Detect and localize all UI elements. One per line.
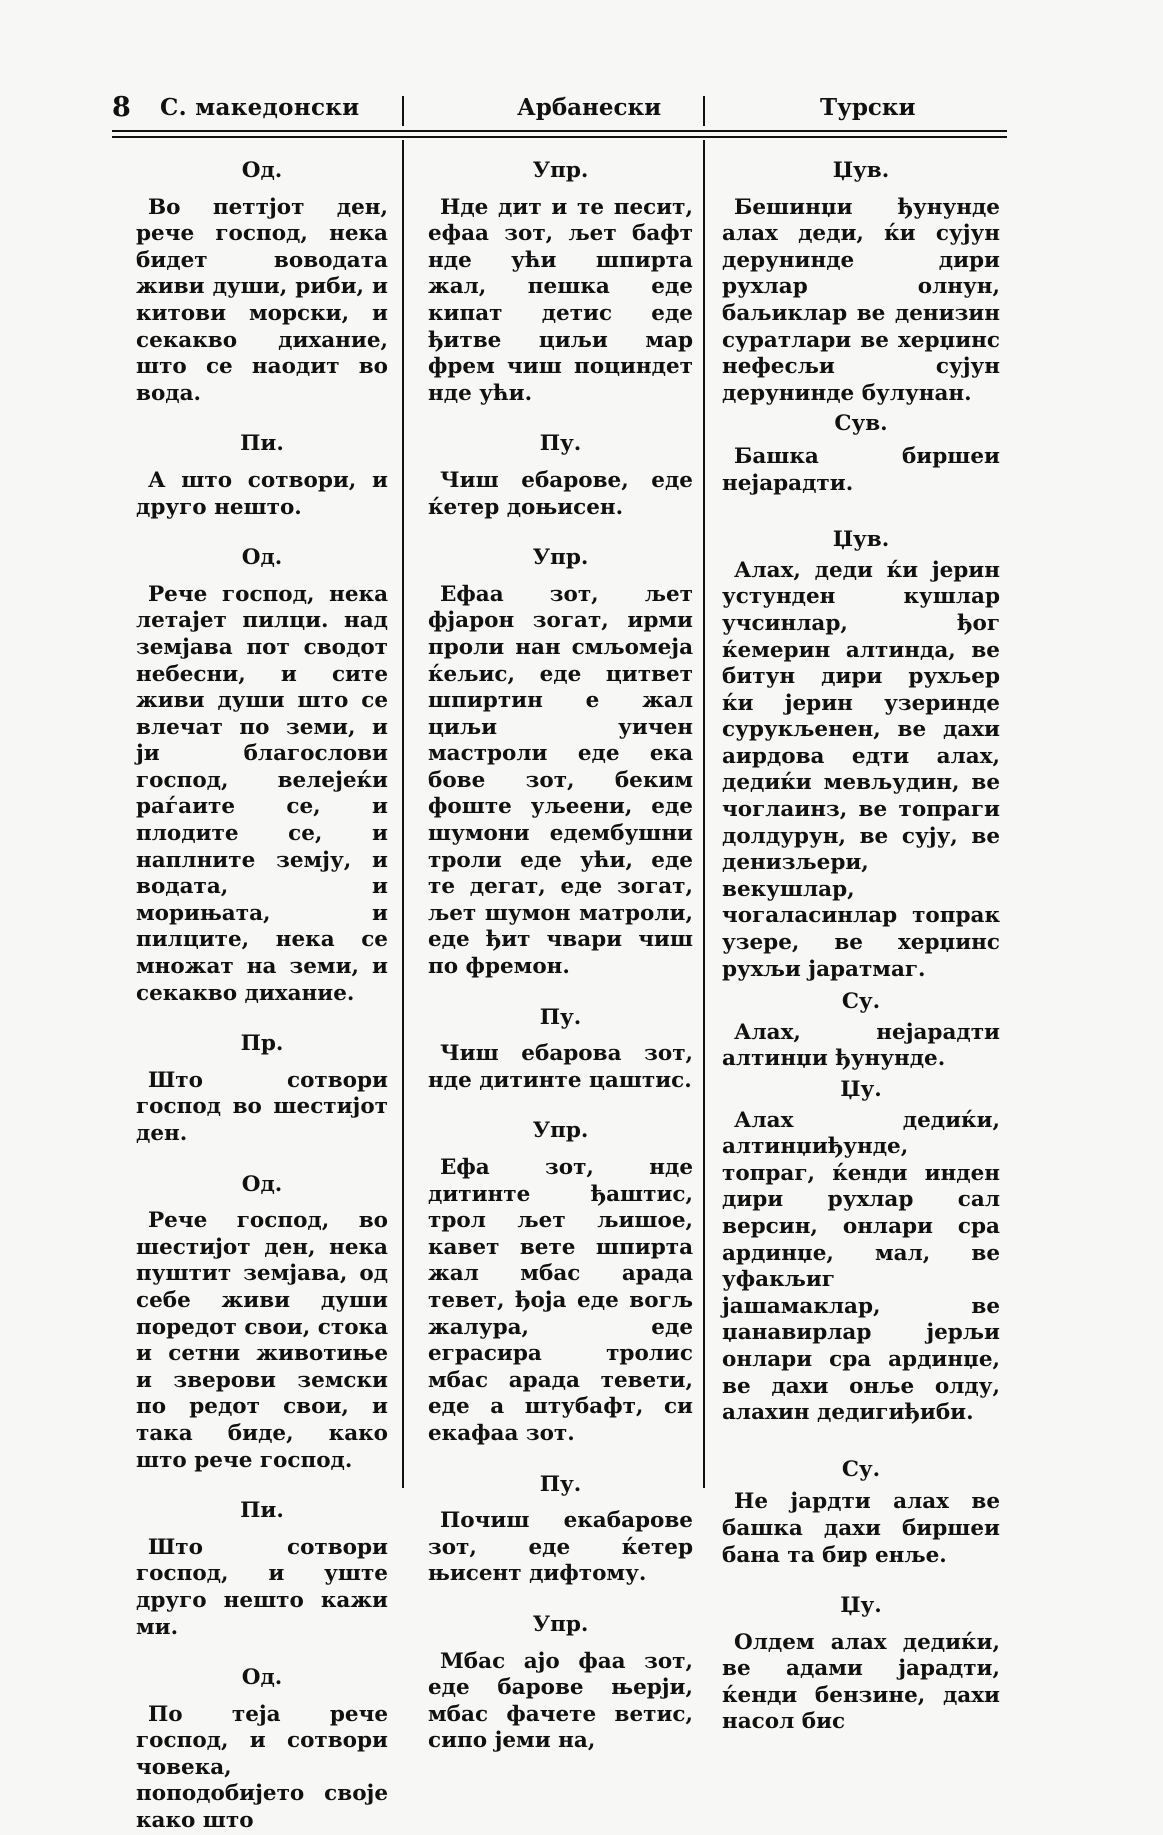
speaker-label: Су. <box>841 1456 881 1482</box>
speaker-label: Упр. <box>532 1611 589 1637</box>
header-separator <box>703 96 705 126</box>
speaker-label: Пи. <box>240 1498 284 1524</box>
speaker-label: Упр. <box>532 545 589 571</box>
speaker-label: Пр. <box>240 1031 284 1057</box>
paragraph: Алах, нејарадти алтинџи ђунунде. <box>722 1019 1000 1072</box>
column-title-turkish: Турски <box>820 94 916 121</box>
paragraph: Почиш екабарове зот, еде ќетер њисент дифтому. <box>428 1508 693 1587</box>
speaker-label: Џув. <box>832 527 890 553</box>
column-divider <box>703 140 705 1488</box>
header-rule <box>112 136 1007 138</box>
paragraph: Чиш ебарове, еде ќетер доњисен. <box>428 467 693 520</box>
paragraph: Бешинџи ђунунде алах деди, ќи сујун дерунинде дири рухлар олнун, баљиклар ве денизин суратлари ве херџинс нефесљи сујун дерунинде булунан. <box>722 194 1000 406</box>
paragraph: Во петтјот ден, рече господ, нека бидет вoводата живи души, риби, и китови морски, и секакво дихание, што се наодит во вода. <box>136 194 388 406</box>
paragraph: Башка биршеи нејарадти. <box>722 443 1000 496</box>
paragraph: Мбас ајо фаа зот, еде барове њерји, мбас фачете ветис, сипо јеми на, <box>428 1648 693 1754</box>
paragraph: Нде дит и те песит, ефаа зот, љет бафт нде ући шпирта жал, пешка еде кипат детис еде ђитве циљи мар фрем чиш поциндет нде ући. <box>428 194 693 406</box>
speaker-label: Џув. <box>832 158 890 183</box>
paragraph: Алах дедиќи, алтинџиђунде, топраг, ќенди инден дири рухлар сал версин, онлари сра ардинџе, мал, ве уфакљиг јашамаклар, ве џанавирлар јерљи онлари сра ардинџе, ве дахи онље олду, алахин дедигиђиби. <box>722 1107 1000 1426</box>
paragraph: А што сотвори, и друго нешто. <box>136 467 388 520</box>
speaker-label: Пу. <box>539 1471 582 1497</box>
speaker-label: Упр. <box>532 158 589 183</box>
speaker-label: Од. <box>241 158 283 183</box>
paragraph: Олдем алах дедиќи, ве адами јарадти, ќенди бензине, дахи насол бис <box>722 1629 1000 1735</box>
page-number: 8 <box>112 92 131 123</box>
speaker-label: Пу. <box>539 431 582 457</box>
paragraph: Ефа зот, нде дитинте ђаштис, трол љет љишое, кавет вете шпирта жал мбас арада тевет, ђоја еде вогљ жалура, еде еграсира тролис мбас арада тевети, еде а штубафт, си екафаа зот. <box>428 1155 693 1446</box>
speaker-label: Сув. <box>834 411 888 437</box>
column-macedonian <box>136 158 388 1835</box>
column-title-macedonian: С. македонски <box>160 94 360 121</box>
header-separator <box>402 96 404 126</box>
speaker-label: Од. <box>241 545 283 571</box>
paragraph: Рече господ, во шестијот ден, нека пуштит земјава, од себе живи души поредот свои, стока и сетни животиње и зверови земски по редот свои, и така биде, како што рече господ. <box>136 1208 388 1473</box>
speaker-label: Џу. <box>840 1593 882 1619</box>
column-turkish <box>722 158 1000 1736</box>
paragraph: Што сотвори господ во шестијот ден. <box>136 1067 388 1146</box>
paragraph: По теја рече господ, и сотвори човека, поподобијето своје како што <box>136 1701 388 1834</box>
paragraph: Ефаа зот, љет фјарон зогат, ирми проли нан смљомеја ќељис, еде цитвет шпиртин е жал циљи уичен мастроли еде ека бове зот, беким фоште уљеени, еде шумони едембушни троли еде ући, еде те дегат, еде зогат, љет шумон матроли, еде ђит чвари чиш по фремон. <box>428 581 693 980</box>
speaker-label: Пи. <box>240 431 284 457</box>
paragraph: Што сотвори господ, и уште друго нешто кажи ми. <box>136 1534 388 1640</box>
paragraph: Рече господ, нека летајет пилци. над земјава пот сводот небесни, и сите живи души што се влечат по земи, и ји благослови господ, велејеќи раѓаите се, и плодите се, и наплните земју, и водата, и морињата, и пилците, нека се множат на земи, и секакво дихание. <box>136 581 388 1006</box>
speaker-label: Од. <box>241 1665 283 1691</box>
speaker-label: Пу. <box>539 1004 582 1030</box>
header-rule <box>112 130 1007 132</box>
paragraph: Алах, деди ќи јерин устунден кушлар учсинлар, ђог ќемерин алтинда, ве битун дири рухљер ќи јерин узеринде сурукљенен, ве дахи аирдова едти алах, дедиќи мевљудин, ве чоглаинз, ве топраги долдурун, ве сују, ве денизљери, векушлар, чогаласинлар топрак узере, ве херџинс рухљи јаратмаг. <box>722 557 1000 982</box>
running-header <box>112 92 1012 134</box>
column-divider <box>402 140 404 1488</box>
speaker-label: Од. <box>241 1171 283 1197</box>
column-title-albanian: Арбанески <box>517 94 662 121</box>
paragraph: Не јардти алах ве башка дахи биршеи бана та бир енље. <box>722 1489 1000 1568</box>
column-albanian <box>428 158 693 1755</box>
speaker-label: Упр. <box>532 1118 589 1144</box>
paragraph: Чиш ебарова зот, нде дитинте цаштис. <box>428 1041 693 1093</box>
speaker-label: Су. <box>841 989 881 1015</box>
speaker-label: Џу. <box>840 1077 882 1102</box>
